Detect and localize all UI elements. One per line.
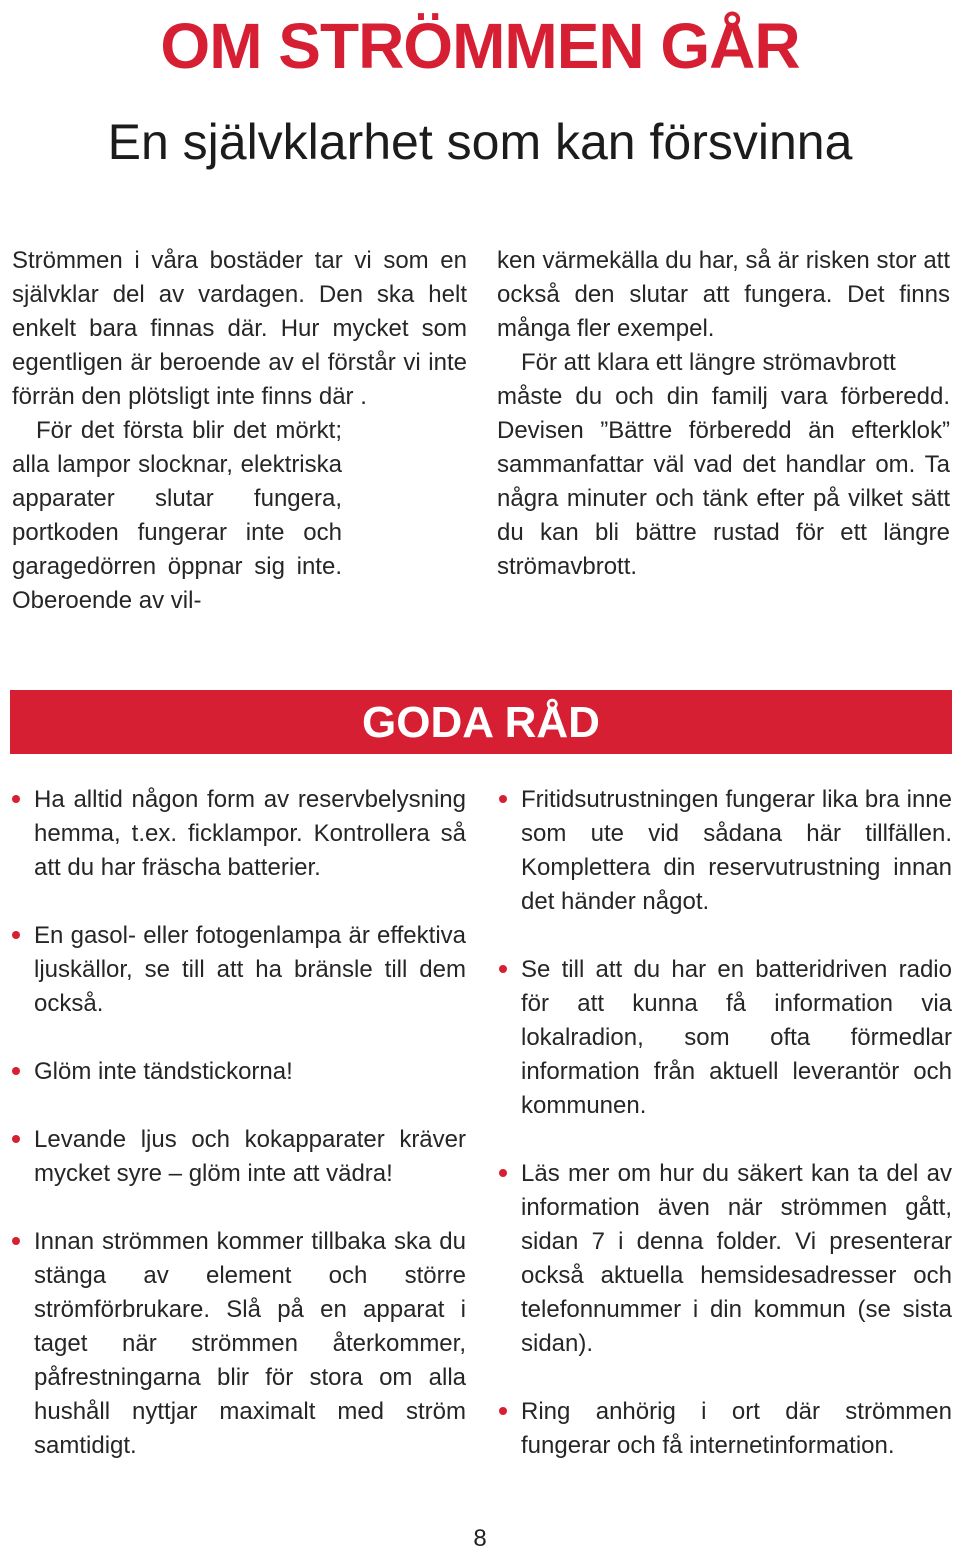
bullet-icon — [499, 965, 507, 973]
tips-list-right — [497, 783, 952, 1463]
bullet-icon — [499, 795, 507, 803]
tip-text: En gasol- eller fotogenlampa är effektiva ljuskällor, se till att ha bränsle till dem också. — [34, 922, 466, 1017]
intro-left-column — [12, 244, 467, 618]
tip-text: Ring anhörig i ort där strömmen fungerar och få internetinformation. — [521, 1398, 952, 1459]
page-title: OM STRÖMMEN GÅR — [160, 10, 800, 82]
tip-text: Ha alltid någon form av reservbelysning hemma, t.ex. ficklampor. Kontrollera så att du har fräscha batterier. — [34, 786, 466, 881]
tip-text: Läs mer om hur du säkert kan ta del av information även när strömmen gått, sidan 7 i denna folder. Vi presenterar också aktuella hemsidesadresser och telefonnummer i din kommun (se sista sidan). — [521, 1160, 952, 1357]
tip-item — [10, 919, 466, 1021]
tip-text: Se till att du har en batteridriven radio för att kunna få information via lokalradion, som ofta förmedlar information från aktuell leverantör och kommunen. — [521, 956, 952, 1119]
bullet-icon — [499, 1407, 507, 1415]
bullet-icon — [12, 1067, 20, 1075]
tip-item — [10, 1055, 466, 1089]
tip-item — [497, 1395, 952, 1463]
tip-item — [10, 1225, 466, 1463]
intro-paragraph-2: För det första blir det mörkt; alla lampor slocknar, elektriska apparater slutar fungera, portkoden fungerar inte och garagedörren öppnar sig inte. Oberoende av vil- — [12, 417, 342, 614]
bullet-icon — [12, 795, 20, 803]
intro-paragraph-1: Strömmen i våra bostäder tar vi som en självklar del av vardagen. Den ska helt enkelt bara finnas där. Hur mycket som egentligen är beroende av el förstår vi inte förrän den plötsligt inte finns där . — [12, 247, 467, 410]
tips-list-left — [10, 783, 466, 1463]
tip-text: Levande ljus och kokapparater kräver mycket syre – glöm inte att vädra! — [34, 1126, 466, 1187]
bullet-icon — [12, 931, 20, 939]
tip-text: Glöm inte tändstickorna! — [34, 1058, 293, 1085]
bullet-icon — [12, 1237, 20, 1245]
tip-text: Fritidsutrustningen fungerar lika bra inne som ute vid sådana här tillfällen. Komplettera din reservutrustning innan det händer något. — [521, 786, 952, 915]
tip-item — [497, 953, 952, 1123]
page-number: 8 — [473, 1525, 487, 1552]
tip-item — [497, 1157, 952, 1361]
page-subtitle: En självklarhet som kan försvinna — [107, 114, 853, 170]
tips-banner-title: GODA RÅD — [362, 698, 600, 747]
tip-text: Innan strömmen kommer tillbaka ska du stänga av element och större strömförbrukare. Slå på en apparat i taget när strömmen återkommer, påfrestningarna blir för stora om alla hushåll nyttjar maximalt med ström samtidigt. — [34, 1228, 466, 1459]
tip-item — [10, 783, 466, 885]
intro-paragraph-3: ken värmekälla du har, så är risken stor att också den slutar att fungera. Det finns många fler exempel. — [497, 247, 950, 342]
bullet-icon — [499, 1169, 507, 1177]
bullet-icon — [12, 1135, 20, 1143]
tip-item — [497, 783, 952, 919]
tip-item — [10, 1123, 466, 1191]
intro-paragraph-5: måste du och din familj vara förberedd. Devisen ”Bättre förberedd än efterklok” sammanfattar väl vad det handlar om. Ta några minuter och tänk efter på vilket sätt du kan bli bättre rustad för ett längre strömavbrott. — [497, 383, 950, 580]
tips-banner — [10, 690, 952, 754]
intro-paragraph-4: För att klara ett längre strömavbrott — [521, 349, 896, 376]
intro-right-column — [497, 244, 950, 584]
